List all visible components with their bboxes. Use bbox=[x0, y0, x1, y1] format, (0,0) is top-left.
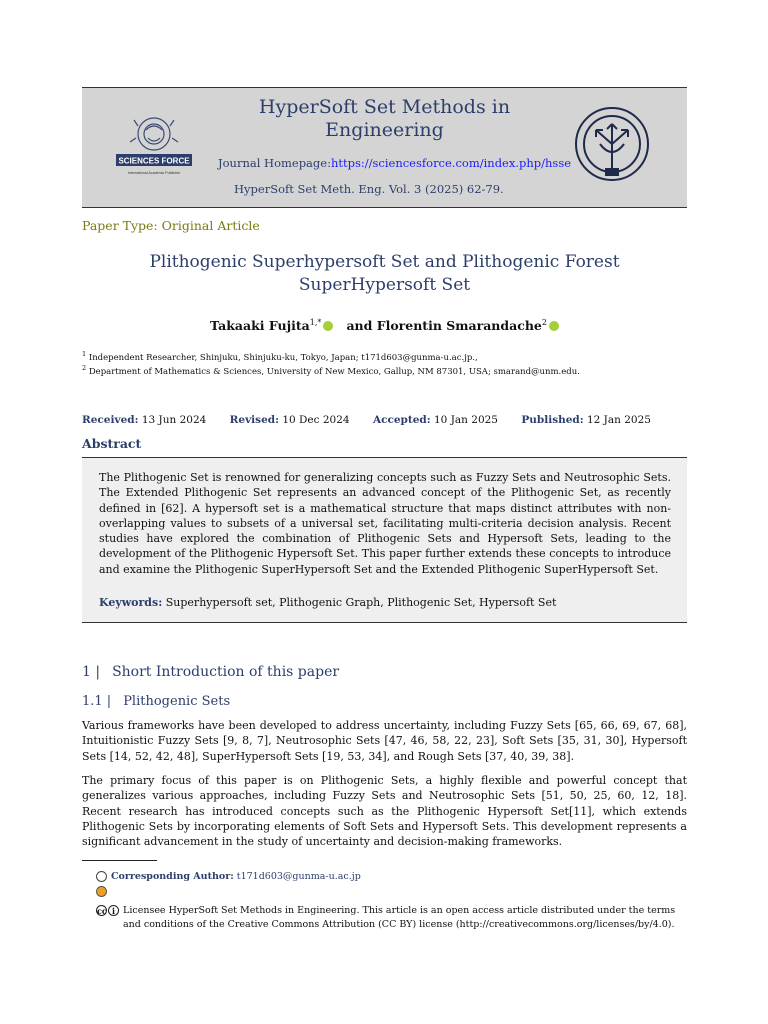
abstract-box bbox=[82, 457, 687, 623]
keywords-label: Keywords: bbox=[99, 596, 163, 609]
homepage-line bbox=[218, 156, 571, 170]
keywords-list: Superhypersoft set, Plithogenic Graph, Plithogenic Set, Hypersoft Set bbox=[165, 596, 557, 609]
footnote-rule bbox=[82, 860, 157, 861]
paragraph: The primary focus of this paper is on Plithogenic Sets, a highly flexible and powerful concept that generalizes various approaches, including Fuzzy Sets and Neutrosophic Sets [51, 50, 25, 60, 12, 18]. Recent research has introduced concepts such as the Plithogenic Hypersoft Set[11], which extends Plithogenic Sets by incorporating elements of Soft Sets and Hypersoft Sets. This development represents a significant advancement in the study of uncertainty and decision-making frameworks. bbox=[82, 774, 687, 849]
author-2-affiliation-mark: 2 bbox=[541, 318, 547, 327]
paper-type: Paper Type: Original Article bbox=[82, 218, 260, 233]
published-label: Published: bbox=[521, 414, 584, 426]
cc-icon: cc bbox=[97, 906, 107, 916]
revised-label: Revised: bbox=[229, 414, 279, 426]
accepted-value: 10 Jan 2025 bbox=[434, 414, 498, 426]
accepted-date bbox=[373, 414, 498, 426]
received-value: 13 Jun 2024 bbox=[141, 414, 207, 426]
paper-title-line2: SuperHypersoft Set bbox=[298, 275, 471, 295]
homepage-label: Journal Homepage: bbox=[218, 156, 331, 170]
journal-header bbox=[82, 87, 687, 208]
keywords bbox=[99, 596, 556, 609]
arrows-seal-icon bbox=[572, 104, 652, 188]
orcid-icon[interactable] bbox=[323, 321, 333, 331]
corresponding-author-note bbox=[96, 871, 361, 882]
affiliation-2-text: Department of Mathematics & Sciences, University of New Mexico, Gallup, NM 87301, USA; smarand@unm.edu. bbox=[88, 366, 580, 377]
paper-title bbox=[82, 251, 687, 297]
corresponding-author-label: Corresponding Author: bbox=[111, 871, 234, 882]
author-1-affiliation-mark: 1,* bbox=[309, 318, 322, 327]
accepted-label: Accepted: bbox=[372, 414, 431, 426]
section-1-1-title: Plithogenic Sets bbox=[123, 694, 231, 709]
affiliation-1-number: 1 bbox=[82, 350, 87, 358]
paper-title-line1: Plithogenic Superhypersoft Set and Plithogenic Forest bbox=[149, 252, 620, 272]
lion-logo-icon bbox=[108, 112, 200, 182]
section-1-title: Short Introduction of this paper bbox=[112, 664, 340, 680]
abstract-heading: Abstract bbox=[82, 436, 142, 451]
license-text-1: Licensee HyperSoft Set Methods in Engineering. This article is an open access article distributed under the terms bbox=[123, 905, 676, 916]
journal-title-line2: Engineering bbox=[325, 119, 444, 141]
affiliation-2 bbox=[82, 364, 580, 377]
paragraph: Various frameworks have been developed to address uncertainty, including Fuzzy Sets [65, 66, 69, 67, 68], Intuitionistic Fuzzy Sets [9, 8, 7], Neutrosophic Sets [47, 46, 58, 22, 23], Soft Sets [35, 31, 30], Hypersoft Sets [14, 52, 42, 48], SuperHypersoft Sets [19, 53, 34], and Rough Sets [37, 40, 39, 38]. bbox=[82, 719, 687, 763]
article-dates bbox=[82, 414, 671, 426]
section-1-number: 1 | bbox=[82, 664, 101, 680]
section-1-1-heading bbox=[82, 694, 230, 709]
published-date bbox=[521, 414, 651, 426]
abstract-text: The Plithogenic Set is renowned for generalizing concepts such as Fuzzy Sets and Neutrosophic Sets. The Extended Plithogenic Set represents an advanced concept of the Plithogenic Set, as recently defined in [62]. A hypersoft set is a mathematical structure that maps distinct attributes with non-overlapping values to subsets of a universal set, facilitating multi-criteria decision analysis. Recent studies have explored the combination of Plithogenic Sets and Hypersoft Sets, leading to the development of the Plithogenic Hypersoft Set. This paper further extends these concepts to introduce and examine the Plithogenic SuperHypersoft Set and the Extended Plithogenic SuperHypersoft Set. bbox=[99, 471, 671, 576]
journal-title-line1: HyperSoft Set Methods in bbox=[258, 96, 511, 118]
orcid-icon[interactable] bbox=[549, 321, 559, 331]
received-label: Received: bbox=[82, 414, 139, 426]
section-1-heading bbox=[82, 664, 339, 680]
author-list bbox=[82, 318, 687, 333]
affiliation-2-number: 2 bbox=[82, 364, 87, 372]
affiliation-1 bbox=[82, 350, 478, 363]
section-1-1-number: 1.1 | bbox=[82, 694, 112, 709]
author-1[interactable]: Takaaki Fujita bbox=[210, 318, 310, 334]
publisher-name: SCIENCES FORCE bbox=[118, 156, 190, 166]
by-icon: i bbox=[108, 905, 119, 916]
affiliation-1-text: Independent Researcher, Shinjuku, Shinjuku-ku, Tokyo, Japan; t171d603@gunma-u.ac.jp., bbox=[88, 352, 478, 363]
revised-value: 10 Dec 2024 bbox=[282, 414, 350, 426]
license-note-line1 bbox=[96, 905, 675, 916]
orcid-icon[interactable] bbox=[96, 886, 107, 897]
revised-date bbox=[230, 414, 350, 426]
citation: HyperSoft Set Meth. Eng. Vol. 3 (2025) 62-79. bbox=[234, 182, 504, 196]
corresponding-author-email[interactable]: t171d603@gunma-u.ac.jp bbox=[236, 871, 361, 882]
homepage-link[interactable]: https://sciencesforce.com/index.php/hsse bbox=[330, 156, 572, 170]
email-icon bbox=[96, 871, 107, 882]
author-2[interactable]: and Florentin Smarandache bbox=[346, 318, 542, 334]
published-value: 12 Jan 2025 bbox=[586, 414, 651, 426]
license-note-line2: and conditions of the Creative Commons Attribution (CC BY) license (http://creativecommons.org/licenses/by/4.0). bbox=[123, 919, 675, 930]
publisher-tagline: International Academic Publisher bbox=[127, 171, 181, 175]
received-date bbox=[82, 414, 206, 426]
